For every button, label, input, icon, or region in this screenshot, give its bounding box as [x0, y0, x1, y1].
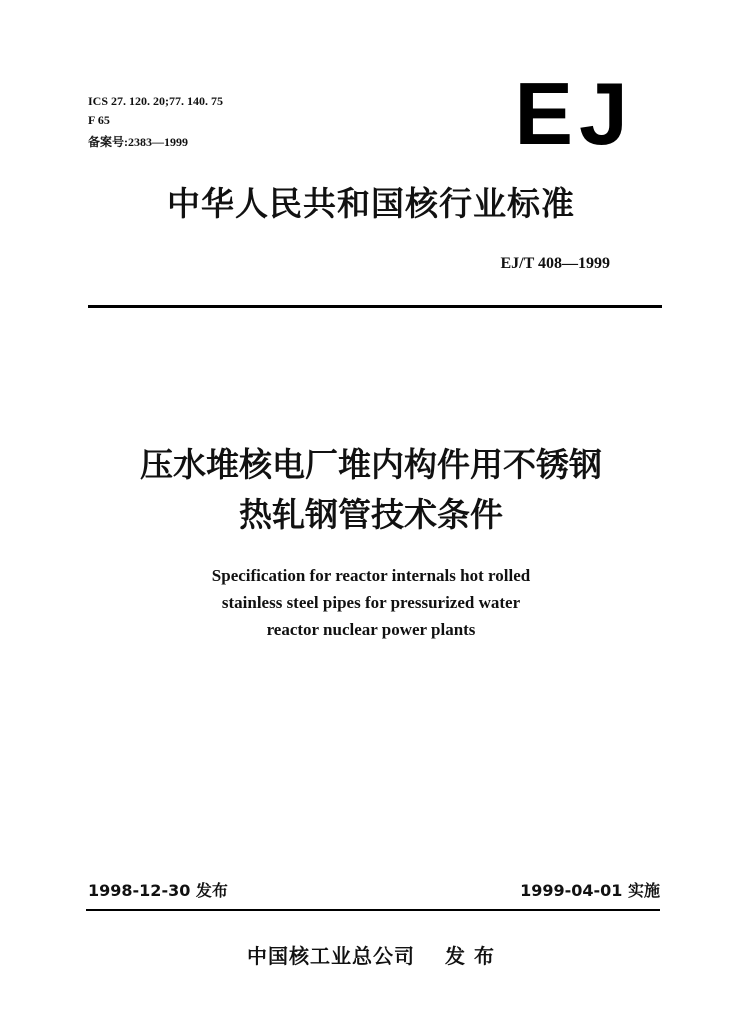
- implementation-date: 1999-04-01 实施: [520, 881, 660, 900]
- english-title-line-1: Specification for reactor internals hot rolled: [211, 566, 531, 585]
- chinese-title: [0, 440, 742, 540]
- top-divider: [88, 305, 662, 308]
- bottom-divider: [86, 909, 660, 911]
- chinese-title-line-2: 热轧钢管技术条件: [239, 495, 503, 534]
- english-title: [0, 562, 742, 643]
- publisher-action: 发 布: [445, 944, 495, 968]
- english-title-line-3: reactor nuclear power plants: [266, 620, 476, 639]
- ccs-code: F 65: [88, 113, 110, 127]
- publisher-name: 中国核工业总公司: [247, 944, 416, 968]
- standard-category-title: 中华人民共和国核行业标准: [167, 184, 575, 223]
- chinese-title-line-1: 压水堆核电厂堆内构件用不锈钢: [140, 445, 602, 484]
- ej-logo: EJ: [514, 64, 634, 163]
- publisher-line: [0, 940, 742, 969]
- ics-code: ICS 27. 120. 20;77. 140. 75: [88, 94, 224, 108]
- english-title-line-2: stainless steel pipes for pressurized water: [221, 593, 521, 612]
- issue-date: 1998-12-30 发布: [88, 881, 228, 900]
- standard-number: EJ/T 408—1999: [500, 255, 610, 272]
- filing-number: 备案号:2383—1999: [88, 135, 188, 149]
